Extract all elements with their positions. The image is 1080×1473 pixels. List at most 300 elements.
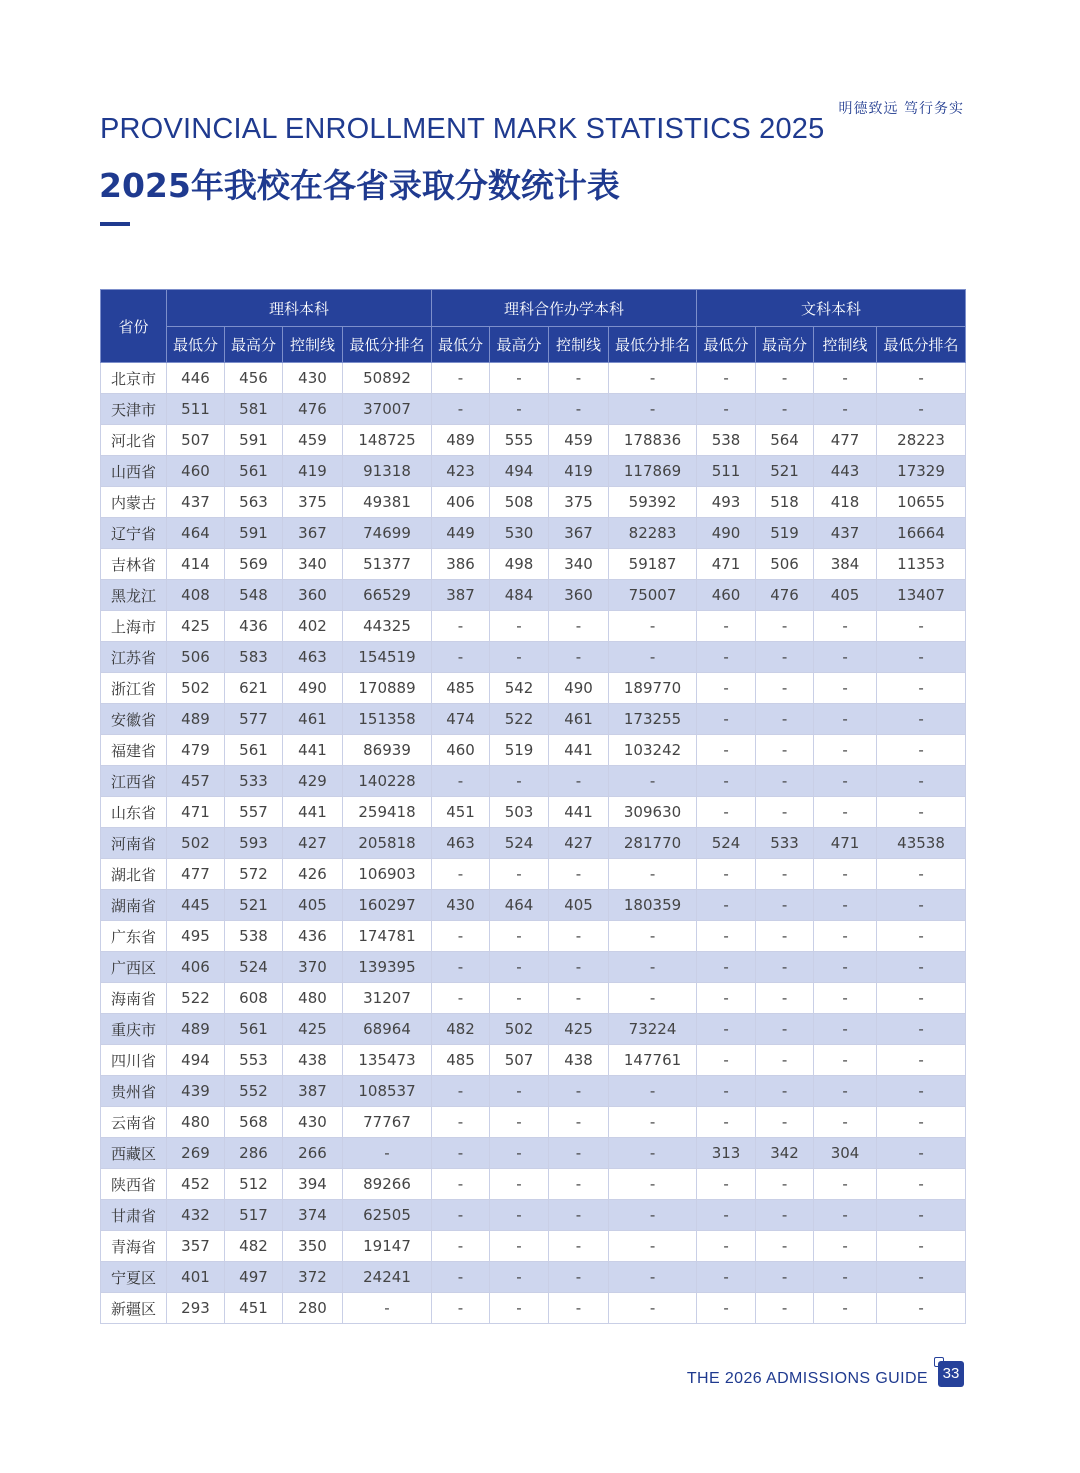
score-cell: 438 [283,1045,343,1076]
score-cell: - [814,611,877,642]
column-subheader: 控制线 [814,327,877,363]
score-cell: - [549,611,609,642]
score-cell: 542 [490,673,549,704]
score-cell: 205818 [343,828,432,859]
score-cell: - [609,921,697,952]
score-cell: - [343,1293,432,1324]
score-cell: 479 [167,735,225,766]
table-row [101,766,966,797]
score-cell: 569 [225,549,283,580]
table-row [101,1014,966,1045]
score-cell: 51377 [343,549,432,580]
score-cell: 401 [167,1262,225,1293]
score-cell: - [697,1045,756,1076]
score-cell: 75007 [609,580,697,611]
score-cell: 419 [549,456,609,487]
score-cell: - [609,1107,697,1138]
province-cell: 湖北省 [101,859,167,890]
score-cell: - [490,363,549,394]
score-cell: 10655 [877,487,966,518]
score-cell: 103242 [609,735,697,766]
table-row [101,394,966,425]
province-cell: 天津市 [101,394,167,425]
score-cell: 502 [167,673,225,704]
score-cell: 464 [167,518,225,549]
score-cell: - [756,673,814,704]
score-cell: 360 [549,580,609,611]
score-cell: - [877,735,966,766]
score-cell: 74699 [343,518,432,549]
score-cell: 476 [283,394,343,425]
score-cell: 519 [756,518,814,549]
score-cell: 524 [225,952,283,983]
score-cell: - [877,642,966,673]
score-cell: 581 [225,394,283,425]
score-cell: 441 [283,797,343,828]
table-row [101,828,966,859]
page-title-chinese: 2025年我校在各省录取分数统计表 [99,166,620,205]
score-cell: - [490,1076,549,1107]
score-cell: 507 [490,1045,549,1076]
table-row [101,1262,966,1293]
score-cell: 533 [225,766,283,797]
score-cell: - [756,1231,814,1262]
score-cell: 387 [283,1076,343,1107]
table-row [101,673,966,704]
column-subheader: 最低分排名 [877,327,966,363]
score-cell: 367 [283,518,343,549]
score-cell: 563 [225,487,283,518]
score-cell: - [490,611,549,642]
province-cell: 内蒙古 [101,487,167,518]
score-cell: 451 [225,1293,283,1324]
score-cell: - [877,766,966,797]
column-subheader: 控制线 [549,327,609,363]
score-cell: - [756,797,814,828]
province-cell: 广东省 [101,921,167,952]
score-cell: 414 [167,549,225,580]
score-cell: - [609,859,697,890]
province-cell: 云南省 [101,1107,167,1138]
score-cell: 533 [756,828,814,859]
table-row [101,642,966,673]
score-cell: - [756,704,814,735]
score-cell: - [432,611,490,642]
score-cell: 147761 [609,1045,697,1076]
score-cell: 408 [167,580,225,611]
score-cell: - [756,1169,814,1200]
score-cell: 50892 [343,363,432,394]
score-cell: 406 [167,952,225,983]
score-cell: 464 [490,890,549,921]
province-cell: 西藏区 [101,1138,167,1169]
province-cell: 四川省 [101,1045,167,1076]
score-cell: 28223 [877,425,966,456]
score-cell: 476 [756,580,814,611]
score-cell: 521 [756,456,814,487]
score-cell: 340 [549,549,609,580]
score-cell: - [877,363,966,394]
score-cell: - [432,921,490,952]
score-cell: - [490,921,549,952]
score-cell: 16664 [877,518,966,549]
score-cell: - [490,859,549,890]
score-cell: 266 [283,1138,343,1169]
score-cell: - [814,1293,877,1324]
province-cell: 江苏省 [101,642,167,673]
score-cell: 293 [167,1293,225,1324]
score-cell: 427 [549,828,609,859]
score-cell: - [432,983,490,1014]
page-number: 33 [938,1361,964,1387]
score-cell: - [549,766,609,797]
score-cell: - [756,890,814,921]
score-cell: - [549,1169,609,1200]
score-cell: 108537 [343,1076,432,1107]
score-cell: 59187 [609,549,697,580]
score-cell: - [549,952,609,983]
score-cell: 387 [432,580,490,611]
column-subheader: 最低分 [167,327,225,363]
score-cell: - [490,1231,549,1262]
score-cell: 106903 [343,859,432,890]
column-subheader: 最低分 [432,327,490,363]
score-cell: - [549,1293,609,1324]
footer-guide-text: THE 2026 ADMISSIONS GUIDE [686,1370,928,1387]
score-cell: 591 [225,425,283,456]
score-cell: 304 [814,1138,877,1169]
score-cell: - [697,363,756,394]
score-cell: 37007 [343,394,432,425]
score-cell: 449 [432,518,490,549]
table-row [101,1076,966,1107]
score-cell: 425 [283,1014,343,1045]
score-cell: - [877,1014,966,1045]
score-cell: - [549,1200,609,1231]
score-cell: - [877,394,966,425]
table-row [101,363,966,394]
score-cell: - [877,611,966,642]
score-cell: - [877,797,966,828]
province-cell: 北京市 [101,363,167,394]
score-cell: - [877,1169,966,1200]
score-cell: - [609,1200,697,1231]
score-cell: 360 [283,580,343,611]
score-cell: 357 [167,1231,225,1262]
score-cell: 59392 [609,487,697,518]
score-cell: - [490,1107,549,1138]
score-cell: - [877,859,966,890]
score-cell: 174781 [343,921,432,952]
score-cell: 484 [490,580,549,611]
score-cell: - [432,1262,490,1293]
province-cell: 宁夏区 [101,1262,167,1293]
score-cell: 489 [167,1014,225,1045]
province-cell: 广西区 [101,952,167,983]
score-cell: 402 [283,611,343,642]
page-title-english: PROVINCIAL ENROLLMENT MARK STATISTICS 2025 [100,113,825,145]
table-body [101,363,966,1324]
score-cell: 140228 [343,766,432,797]
score-cell: 44325 [343,611,432,642]
table-row [101,859,966,890]
score-cell: - [697,1169,756,1200]
score-cell: 494 [167,1045,225,1076]
score-cell: 471 [814,828,877,859]
score-cell: 68964 [343,1014,432,1045]
score-cell: 490 [283,673,343,704]
score-cell: - [877,673,966,704]
score-cell: - [549,394,609,425]
score-cell: 269 [167,1138,225,1169]
score-cell: - [432,1076,490,1107]
score-cell: - [756,952,814,983]
table-row [101,518,966,549]
score-cell: 180359 [609,890,697,921]
column-subheader: 最低分 [697,327,756,363]
score-cell: - [814,1200,877,1231]
score-cell: - [877,1045,966,1076]
province-cell: 河南省 [101,828,167,859]
score-cell: 524 [697,828,756,859]
score-cell: 372 [283,1262,343,1293]
score-cell: 405 [549,890,609,921]
score-cell: 139395 [343,952,432,983]
score-cell: 564 [756,425,814,456]
province-cell: 青海省 [101,1231,167,1262]
score-cell: - [549,1262,609,1293]
score-cell: - [432,766,490,797]
score-cell: 375 [283,487,343,518]
score-cell: 502 [167,828,225,859]
province-cell: 新疆区 [101,1293,167,1324]
table-subheader-row [101,327,966,363]
score-cell: 423 [432,456,490,487]
score-cell: - [814,642,877,673]
score-cell: - [877,1107,966,1138]
score-cell: 438 [549,1045,609,1076]
score-cell: 572 [225,859,283,890]
score-cell: - [697,766,756,797]
score-cell: - [756,1107,814,1138]
score-cell: - [877,1138,966,1169]
table-row [101,487,966,518]
table-row [101,1293,966,1324]
score-cell: - [697,859,756,890]
title-underline [100,222,130,226]
score-cell: 583 [225,642,283,673]
score-cell: - [877,1231,966,1262]
score-cell: 459 [283,425,343,456]
score-cell: 17329 [877,456,966,487]
table-group-header-row [101,290,966,327]
score-cell: - [697,673,756,704]
score-cell: - [697,890,756,921]
province-cell: 山东省 [101,797,167,828]
score-cell: 512 [225,1169,283,1200]
score-cell: - [697,704,756,735]
score-cell: 82283 [609,518,697,549]
score-cell: - [756,859,814,890]
score-cell: - [549,859,609,890]
score-cell: 441 [549,797,609,828]
score-cell: - [877,890,966,921]
score-cell: - [756,1262,814,1293]
province-cell: 陕西省 [101,1169,167,1200]
score-cell: 439 [167,1076,225,1107]
table-row [101,735,966,766]
score-cell: 495 [167,921,225,952]
motto: 明德致远 笃行务实 [838,101,964,117]
score-cell: - [756,921,814,952]
score-cell: - [490,1169,549,1200]
score-cell: 430 [432,890,490,921]
score-cell: 418 [814,487,877,518]
score-cell: - [814,890,877,921]
score-cell: 135473 [343,1045,432,1076]
score-cell: 375 [549,487,609,518]
score-cell: 49381 [343,487,432,518]
score-cell: 480 [283,983,343,1014]
score-cell: 538 [697,425,756,456]
score-cell: 406 [432,487,490,518]
score-cell: - [877,983,966,1014]
score-cell: 519 [490,735,549,766]
group-header-liberal-arts: 文科本科 [697,290,966,327]
score-cell: - [756,611,814,642]
score-cell: - [549,642,609,673]
column-subheader: 最高分 [756,327,814,363]
score-cell: 480 [167,1107,225,1138]
score-cell: 460 [697,580,756,611]
score-cell: 561 [225,456,283,487]
score-cell: 280 [283,1293,343,1324]
score-cell: - [697,735,756,766]
score-cell: 436 [283,921,343,952]
score-cell: 557 [225,797,283,828]
score-cell: - [756,766,814,797]
score-cell: 553 [225,1045,283,1076]
column-subheader: 最高分 [225,327,283,363]
score-cell: 530 [490,518,549,549]
table-row [101,890,966,921]
province-cell: 福建省 [101,735,167,766]
score-cell: 430 [283,363,343,394]
province-cell: 湖南省 [101,890,167,921]
score-cell: - [490,394,549,425]
score-cell: - [432,952,490,983]
table-row [101,704,966,735]
score-cell: 367 [549,518,609,549]
score-cell: 511 [697,456,756,487]
province-cell: 河北省 [101,425,167,456]
score-cell: - [609,983,697,1014]
score-cell: - [609,1138,697,1169]
score-cell: - [756,1293,814,1324]
score-cell: 591 [225,518,283,549]
score-cell: - [490,1262,549,1293]
score-cell: 445 [167,890,225,921]
score-cell: - [490,766,549,797]
enrollment-score-table [100,289,966,1324]
score-cell: - [756,1014,814,1045]
score-cell: 148725 [343,425,432,456]
score-cell: 43538 [877,828,966,859]
score-cell: - [877,952,966,983]
score-cell: - [877,1293,966,1324]
score-cell: 437 [814,518,877,549]
score-cell: - [814,766,877,797]
score-cell: - [697,1293,756,1324]
score-cell: 151358 [343,704,432,735]
score-cell: 259418 [343,797,432,828]
province-cell: 吉林省 [101,549,167,580]
score-cell: 425 [549,1014,609,1045]
score-cell: - [609,766,697,797]
score-cell: 281770 [609,828,697,859]
score-cell: 350 [283,1231,343,1262]
score-cell: - [490,983,549,1014]
province-cell: 黑龙江 [101,580,167,611]
score-cell: 522 [490,704,549,735]
score-cell: 66529 [343,580,432,611]
score-cell: - [549,1076,609,1107]
score-cell: 386 [432,549,490,580]
score-cell: 11353 [877,549,966,580]
group-header-science: 理科本科 [167,290,432,327]
score-cell: 441 [283,735,343,766]
score-cell: - [814,1076,877,1107]
table-row [101,456,966,487]
score-cell: 286 [225,1138,283,1169]
score-cell: 489 [432,425,490,456]
score-cell: 552 [225,1076,283,1107]
score-cell: - [549,363,609,394]
score-cell: 13407 [877,580,966,611]
score-cell: 77767 [343,1107,432,1138]
score-cell: - [609,1262,697,1293]
score-cell: - [432,1200,490,1231]
score-cell: 485 [432,673,490,704]
score-cell: 463 [432,828,490,859]
score-cell: - [697,642,756,673]
score-cell: - [697,394,756,425]
score-cell: - [877,1076,966,1107]
score-cell: 405 [814,580,877,611]
score-cell: - [814,673,877,704]
score-cell: - [697,1107,756,1138]
score-cell: 170889 [343,673,432,704]
score-cell: - [697,611,756,642]
score-cell: 561 [225,735,283,766]
score-cell: 309630 [609,797,697,828]
score-cell: - [490,952,549,983]
score-cell: - [814,1231,877,1262]
score-cell: 477 [814,425,877,456]
score-cell: - [814,921,877,952]
score-cell: - [609,1076,697,1107]
score-cell: - [756,642,814,673]
score-cell: 456 [225,363,283,394]
table-row [101,797,966,828]
score-cell: - [814,859,877,890]
score-cell: 342 [756,1138,814,1169]
score-cell: - [814,1262,877,1293]
score-cell: 522 [167,983,225,1014]
table-row [101,1169,966,1200]
table-row [101,1107,966,1138]
score-cell: - [697,952,756,983]
